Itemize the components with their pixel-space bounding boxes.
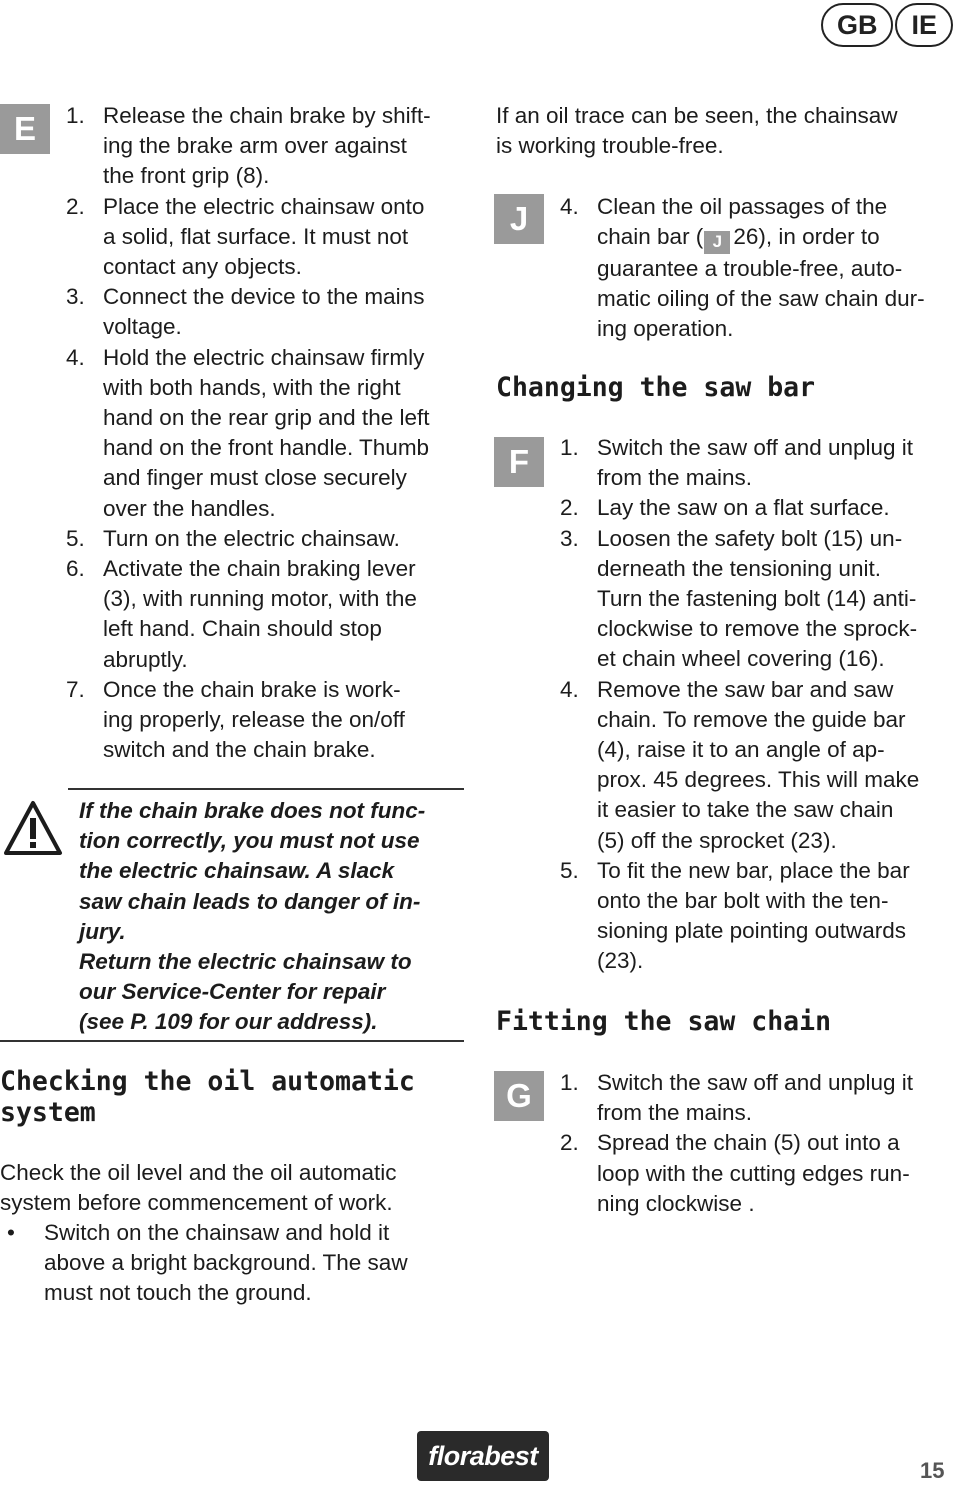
step-number: 7. — [66, 676, 85, 702]
oil-step-4 — [560, 192, 960, 344]
step-number: 5. — [66, 525, 85, 551]
step-line: Spread the chain (5) out into a — [597, 1130, 900, 1156]
heading-line: Checking the oil automatic — [0, 1066, 415, 1097]
step-number: 2. — [66, 193, 85, 219]
step-line: Clean the oil passages of the — [597, 194, 888, 219]
chain-brake-steps — [66, 101, 466, 765]
warning-line: our Service-Center for repair — [79, 979, 386, 1005]
oil-trace-text — [496, 101, 960, 161]
figure-tag-g: G — [494, 1071, 544, 1121]
step-number: 1. — [560, 1070, 579, 1095]
list-item — [560, 675, 960, 856]
step-number: 1. — [560, 435, 579, 460]
text-line: system before commencement of work. — [0, 1190, 393, 1216]
warning-line: the electric chainsaw. A slack — [79, 858, 395, 884]
list-item — [66, 343, 466, 524]
step-number: 4. — [560, 194, 579, 219]
step-line: with both hands, with the right — [103, 374, 401, 400]
step-line: Remove the saw bar and saw — [597, 676, 894, 702]
saw-chain-steps — [560, 1068, 960, 1219]
warning-line: jury. — [79, 918, 126, 944]
bullet-item — [0, 1218, 460, 1309]
step-line: onto the bar bolt with the ten- — [597, 888, 889, 914]
step-line: ning clockwise . — [597, 1190, 755, 1216]
step-number: 3. — [560, 525, 579, 551]
text-line: must not touch the ground. — [44, 1280, 312, 1306]
page-number: 15 — [920, 1458, 945, 1483]
step-line: Place the electric chainsaw onto — [103, 193, 425, 219]
step-line: Release the chain brake by shift- — [103, 103, 431, 128]
inline-tag-j: J — [704, 231, 730, 254]
step-line: ing operation. — [597, 316, 734, 342]
list-item — [66, 192, 466, 283]
step-line: ing properly, release the on/off — [103, 707, 405, 733]
step-line: and finger must close securely — [103, 465, 407, 491]
step-number: 2. — [560, 495, 579, 521]
language-badges — [821, 3, 953, 47]
step-line: clockwise to remove the sprock- — [597, 616, 918, 642]
list-item — [560, 433, 960, 493]
warning-text — [79, 796, 464, 1038]
step-line: (3), with running motor, with the — [103, 586, 417, 612]
step-line: Switch the saw off and unplug it — [597, 1070, 914, 1095]
oil-system-heading — [0, 1066, 470, 1128]
step-line: Once the chain brake is work- — [103, 676, 401, 702]
step-line: hand on the rear grip and the left — [103, 405, 430, 431]
step-number: 4. — [560, 676, 579, 702]
saw-chain-heading: Fitting the saw chain — [496, 1006, 832, 1037]
step-line: it easier to take the saw chain — [597, 797, 894, 823]
list-item — [66, 554, 466, 675]
step-line: Turn on the electric chainsaw. — [103, 525, 400, 551]
step-line: over the handles. — [103, 495, 276, 521]
figure-tag-j: J — [494, 194, 544, 244]
step-line: ing the brake arm over against — [103, 133, 407, 159]
warning-bottom-rule — [0, 1040, 464, 1042]
figure-tag-e: E — [0, 104, 50, 154]
step-line: et chain wheel covering (16). — [597, 646, 885, 672]
step-line: Loosen the safety bolt (15) un- — [597, 525, 903, 551]
list-item — [66, 524, 466, 554]
lang-badge-gb: GB — [821, 3, 894, 47]
warning-line: (see P. 109 for our address). — [79, 1009, 378, 1035]
figure-tag-f: F — [494, 437, 544, 487]
step-line: To fit the new bar, place the bar — [597, 857, 910, 883]
text-line: Check the oil level and the oil automatic — [0, 1160, 397, 1185]
list-item — [560, 1128, 960, 1219]
step-line: a solid, flat surface. It must not — [103, 223, 409, 249]
step-line: (4), raise it to an angle of ap- — [597, 737, 885, 763]
step-line: left hand. Chain should stop — [103, 616, 382, 642]
step-number: 1. — [66, 103, 85, 128]
step-line: contact any objects. — [103, 254, 302, 280]
saw-bar-steps — [560, 433, 960, 977]
lang-badge-ie: IE — [895, 3, 953, 47]
warning-line: If the chain brake does not func- — [79, 798, 426, 823]
step-text: chain bar ( — [597, 224, 704, 250]
text-line: is working trouble-free. — [496, 133, 724, 159]
step-line — [597, 222, 960, 254]
text-line: above a bright background. The saw — [44, 1250, 408, 1276]
step-line: sioning plate pointing outwards — [597, 918, 906, 944]
list-item — [66, 282, 466, 342]
saw-bar-heading: Changing the saw bar — [496, 372, 816, 403]
step-line: abruptly. — [103, 646, 188, 672]
step-line: Lay the saw on a flat surface. — [597, 495, 890, 521]
step-line: matic oiling of the saw chain dur- — [597, 286, 925, 311]
step-line: from the mains. — [597, 465, 753, 491]
step-line: voltage. — [103, 314, 182, 340]
list-item — [560, 1068, 960, 1128]
step-number: 2. — [560, 1130, 579, 1156]
step-line: (5) off the sprocket (23). — [597, 827, 837, 853]
step-line: switch and the chain brake. — [103, 737, 376, 763]
step-number: 4. — [66, 344, 85, 370]
step-number: 3. — [66, 284, 85, 310]
step-line: Turn the fastening bolt (14) anti- — [597, 586, 917, 612]
step-line: prox. 45 degrees. This will make — [597, 767, 920, 793]
warning-line: tion correctly, you must not use — [79, 828, 420, 854]
step-line: chain. To remove the guide bar — [597, 706, 906, 732]
step-line: guarantee a trouble-free, auto- — [597, 255, 903, 281]
list-item — [560, 524, 960, 675]
heading-line: system — [0, 1097, 96, 1128]
step-line: from the mains. — [597, 1100, 753, 1126]
step-line: Activate the chain braking lever — [103, 556, 416, 582]
list-item — [560, 856, 960, 977]
bullet-text — [44, 1218, 460, 1309]
oil-intro-text — [0, 1158, 470, 1218]
step-text: 26), in order to — [733, 224, 880, 250]
step-line: Connect the device to the mains — [103, 284, 425, 310]
warning-top-rule — [68, 788, 464, 790]
step-line: (23). — [597, 948, 644, 974]
step-number: 6. — [66, 556, 85, 582]
step-line: Hold the electric chainsaw firmly — [103, 344, 425, 370]
list-item — [66, 675, 466, 766]
warning-icon — [3, 800, 63, 856]
logo-text: florabest — [428, 1440, 538, 1471]
step-number: 5. — [560, 857, 579, 883]
step-line: Switch the saw off and unplug it — [597, 435, 914, 460]
text-line: If an oil trace can be seen, the chainsaw — [496, 103, 898, 128]
list-item — [560, 493, 960, 523]
list-item — [66, 101, 466, 192]
text-line: Switch on the chainsaw and hold it — [44, 1220, 390, 1245]
florabest-logo — [417, 1431, 549, 1481]
step-line: loop with the cutting edges run- — [597, 1160, 910, 1186]
step-line: hand on the front handle. Thumb — [103, 435, 430, 461]
warning-line: Return the electric chainsaw to — [79, 949, 412, 975]
bullet-mark: • — [7, 1220, 15, 1245]
warning-line: saw chain leads to danger of in- — [79, 888, 421, 914]
step-line: derneath the tensioning unit. — [597, 555, 881, 581]
step-line: the front grip (8). — [103, 163, 270, 189]
